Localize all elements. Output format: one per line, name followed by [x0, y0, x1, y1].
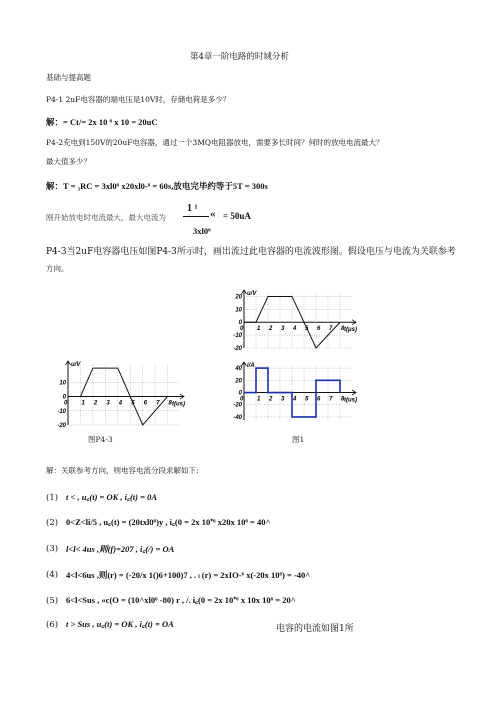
case-number: (2)	[46, 518, 59, 528]
x-tick-label: 4	[118, 400, 123, 407]
x-tick-label: 4	[293, 326, 297, 333]
fraction-numerator: 1 ¹	[187, 203, 198, 214]
x-axis-label: t(us)	[172, 401, 185, 408]
solution-intro: 解：关联参考方向，则电容电流分段求解如下:	[46, 466, 199, 475]
case-formula: l<l< 4us ,则(f)=207 , i꜀(/) = OA	[66, 544, 175, 554]
x-tick-label: 8	[341, 396, 345, 403]
x-tick-label: 2	[93, 400, 98, 407]
y-tick-label: 20	[235, 294, 242, 301]
y-tick-label: -10	[233, 333, 242, 340]
x-tick-label: 6	[317, 396, 321, 403]
x-tick-label: 6	[317, 326, 321, 333]
case-formula: 4<l<6us ,则(r) = (-20/x 1()6+100)7 , . ₗ (r) = 2xIO-⁶ x(-20x 10⁶) = -40^	[66, 570, 311, 580]
case-number: (3)	[46, 544, 59, 554]
case-formula: t > Sus , u꜀(t) = OK , i꜀(t) = OA	[66, 619, 174, 629]
x-tick-label: 8	[168, 400, 172, 407]
max-current-value: = 50uA	[223, 211, 251, 221]
p2-answer: 解：T = ₃RC = 3xl0⁶ x20xl0-⁶ = 60s,放电完毕约等于5T = 300s	[46, 181, 268, 191]
x-tick-label: 7	[329, 326, 333, 333]
case-number: (5)	[46, 596, 59, 606]
x-tick-label: 5	[305, 396, 309, 403]
x-tick-label: 5	[131, 400, 135, 407]
case-formula: 6<l<Sus , «c(O = (10^xl0⁶ -80) r , /. i꜀(0 = 2x 10⁺⁶ x 10x 10⁶ = 20^	[66, 595, 296, 605]
fraction-denominator: 3xl0⁶	[193, 226, 211, 236]
y-tick-label: 0	[62, 394, 66, 401]
y-tick-label: 0	[238, 320, 242, 327]
y-tick-label: 20	[235, 378, 242, 385]
fraction-bar	[183, 216, 209, 217]
y-tick-label: -20	[57, 423, 66, 429]
right-current-chart	[222, 358, 362, 428]
y-tick-label: 10	[59, 380, 66, 387]
x-tick-label: 1	[257, 326, 261, 333]
p3-question-line2: 方向。	[46, 264, 69, 273]
right-figure-caption: 图1	[292, 435, 305, 444]
section-heading: 基础与提高题	[46, 73, 91, 82]
x-tick-label: 2	[269, 396, 273, 403]
p1-answer: 解：= Ct/= 2x 10 ⁶ x 10 = 20uC	[46, 117, 158, 127]
x-tick-label: 7	[156, 400, 160, 407]
case-formula: 0<Z<li/5 , u꜀(t) = (20txl0⁶)y , i꜀(0 = 2x 10⁺⁶ x20x 10⁶ = 40^	[66, 517, 271, 527]
p2-maxcurrent-text: 刚开始放电时电流最大，最大电流为	[46, 213, 166, 222]
y-tick-label: -20	[233, 402, 242, 409]
x-tick-label: 0	[64, 400, 68, 407]
y-axis-label: u/V	[71, 362, 81, 368]
x-axis-label: t(us)	[344, 397, 357, 404]
y-tick-label: 40	[235, 366, 242, 373]
x-tick-label: 0	[240, 396, 244, 403]
y-axis-label: u/V	[247, 291, 257, 297]
x-tick-label: 3	[106, 400, 110, 407]
case-formula: t < , u꜀(t) = OK , i꜀(t) = 0A	[66, 492, 158, 502]
p3-question-line1: P4-3当2uF电容器电压如图P4-3所示时，画出流过此电容器的电流波形图。假设电压与电流为关联参考	[46, 247, 456, 257]
fraction-symbol: «	[210, 208, 216, 220]
x-tick-label: 8	[341, 326, 345, 333]
y-tick-label: -40	[233, 414, 242, 421]
x-tick-label: 1	[257, 396, 261, 403]
x-tick-label: 2	[269, 326, 273, 333]
x-tick-label: 1	[81, 400, 85, 407]
p2-question-line1: P4-2充电到150V的20uF电容器，通过一个3MQ电阻器放电，需要多长时间？何时的放电电流最大？	[46, 138, 384, 147]
p2-question-line2: 最大值多少？	[46, 157, 91, 166]
p1-question: P4-1 2uF电容器的端电压是10V时，存储电荷是多少？	[46, 95, 231, 104]
x-tick-label: 3	[281, 396, 285, 403]
x-tick-label: 0	[240, 326, 244, 333]
x-tick-label: 6	[143, 400, 148, 407]
page-title: 第4章一阶电路的时域分析	[190, 52, 289, 62]
x-tick-label: 7	[329, 396, 333, 403]
y-axis-label: i/A	[247, 363, 255, 369]
final-note: 电容的电流如图1所	[276, 624, 354, 634]
case-number: (1)	[46, 493, 59, 503]
x-axis-label: t(μs)	[344, 327, 357, 334]
x-tick-label: 4	[293, 396, 297, 403]
y-tick-label: -20	[233, 346, 242, 352]
left-voltage-chart	[50, 355, 190, 435]
y-tick-label: 10	[235, 307, 242, 314]
left-figure-caption: 图P4-3	[88, 435, 113, 444]
case-number: (4)	[46, 570, 59, 580]
x-tick-label: 3	[281, 326, 285, 333]
y-tick-label: 0	[238, 390, 242, 397]
y-tick-label: -10	[57, 408, 66, 415]
x-tick-label: 5	[305, 326, 309, 333]
right-voltage-chart	[222, 284, 362, 356]
case-number: (6)	[46, 620, 59, 630]
